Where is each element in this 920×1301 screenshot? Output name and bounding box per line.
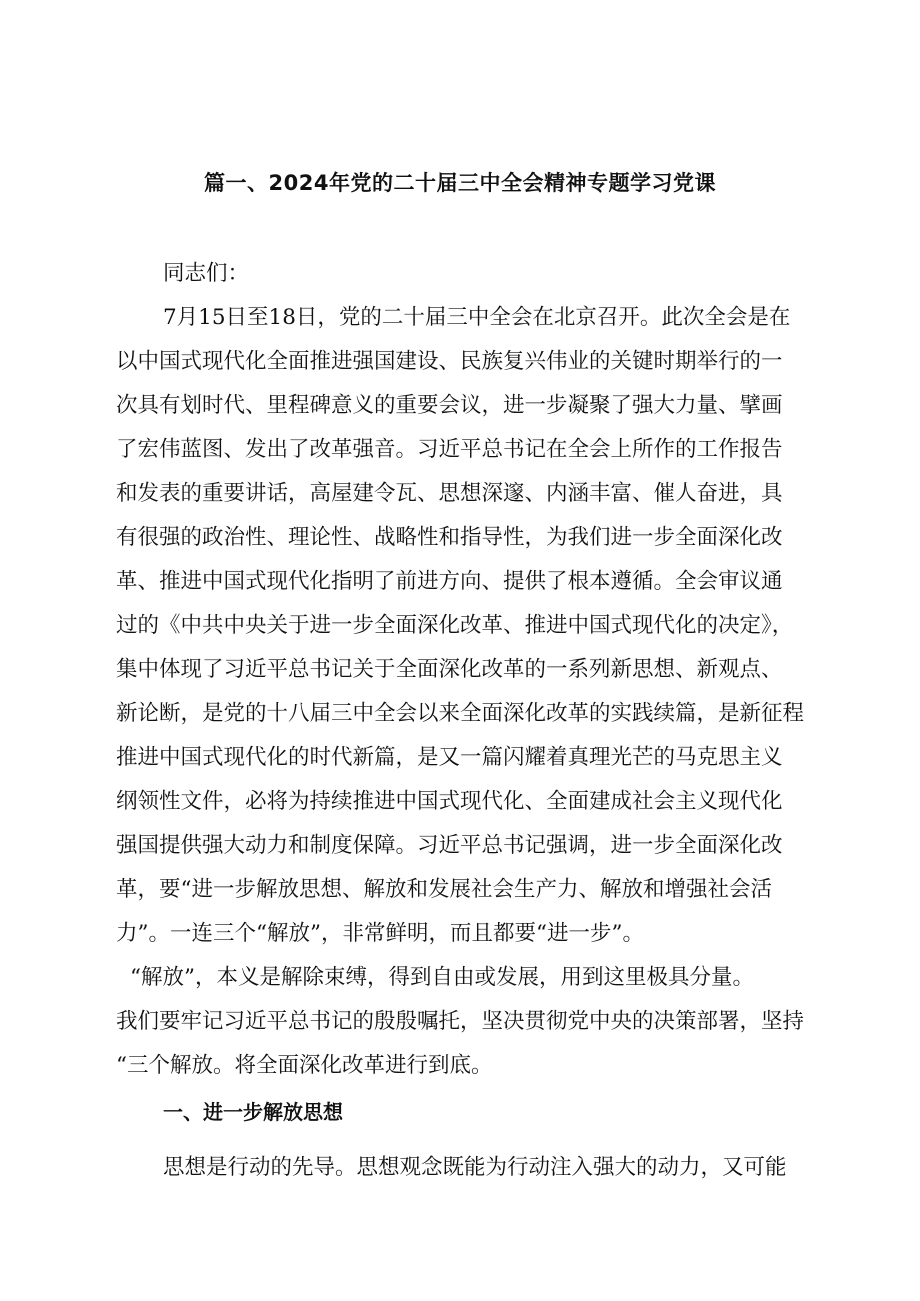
paragraph-line: 7月15日至18日，党的二十届三中全会在北京召开。此次全会是在 [163,305,791,330]
paragraph-line: 强国提供强大动力和制度保障。习近平总书记强调，进一步全面深化改 [116,833,783,858]
section-heading: 一、进一步解放思想 [163,1100,343,1124]
paragraph-line: 和发表的重要讲话，高屋建令瓦、思想深邃、内涵丰富、催人奋进，具 [116,481,783,506]
paragraph-line: 集中体现了习近平总书记关于全面深化改革的一系列新思想、新观点、 [116,657,783,682]
paragraph-line: 次具有划时代、里程碑意义的重要会议，进一步凝聚了强大力量、擘画 [116,393,783,418]
paragraph-line: 了宏伟蓝图、发出了改革强音。习近平总书记在全会上所作的工作报告 [116,437,783,462]
document-title: 篇一、2024年党的二十届三中全会精神专题学习党课 [204,171,716,195]
paragraph-line: 思想是行动的先导。思想观念既能为行动注入强大的动力，又可能 [163,1155,787,1180]
paragraph-line: 革，要“进一步解放思想、解放和发展社会生产力、解放和增强社会活 [116,877,772,902]
paragraph-line: 有很强的政治性、理论性、战略性和指导性，为我们进一步全面深化改 [116,525,783,550]
paragraph-line: 推进中国式现代化的时代新篇，是又一篇闪耀着真理光芒的马克思主义 [116,745,783,770]
paragraph-line: 革、推进中国式现代化指明了前进方向、提供了根本遵循。全会审议通 [116,569,783,594]
paragraph-line: 过的《中共中央关于进一步全面深化改革、推进中国式现代化的决定》， [116,613,794,638]
paragraph-line: “三个解放。将全面深化改革进行到底。 [116,1053,493,1078]
paragraph-line: “解放”，本义是解除束缚，得到自由或发展，用到这里极具分量。 [130,965,754,990]
salutation: 同志们： [163,261,250,286]
paragraph-line: 新论断，是党的十八届三中全会以来全面深化改革的实践续篇，是新征程 [116,701,805,726]
paragraph-line: 纲领性文件，必将为持续推进中国式现代化、全面建成社会主义现代化 [116,789,783,814]
paragraph-line: 以中国式现代化全面推进强国建设、民族复兴伟业的关键时期举行的一 [116,349,783,374]
paragraph-line: 力”。一连三个“解放”，非常鲜明，而且都要“进一步”。 [116,921,644,946]
paragraph-line: 我们要牢记习近平总书记的殷殷嘱托，坚决贯彻党中央的决策部署，坚持 [116,1009,805,1034]
